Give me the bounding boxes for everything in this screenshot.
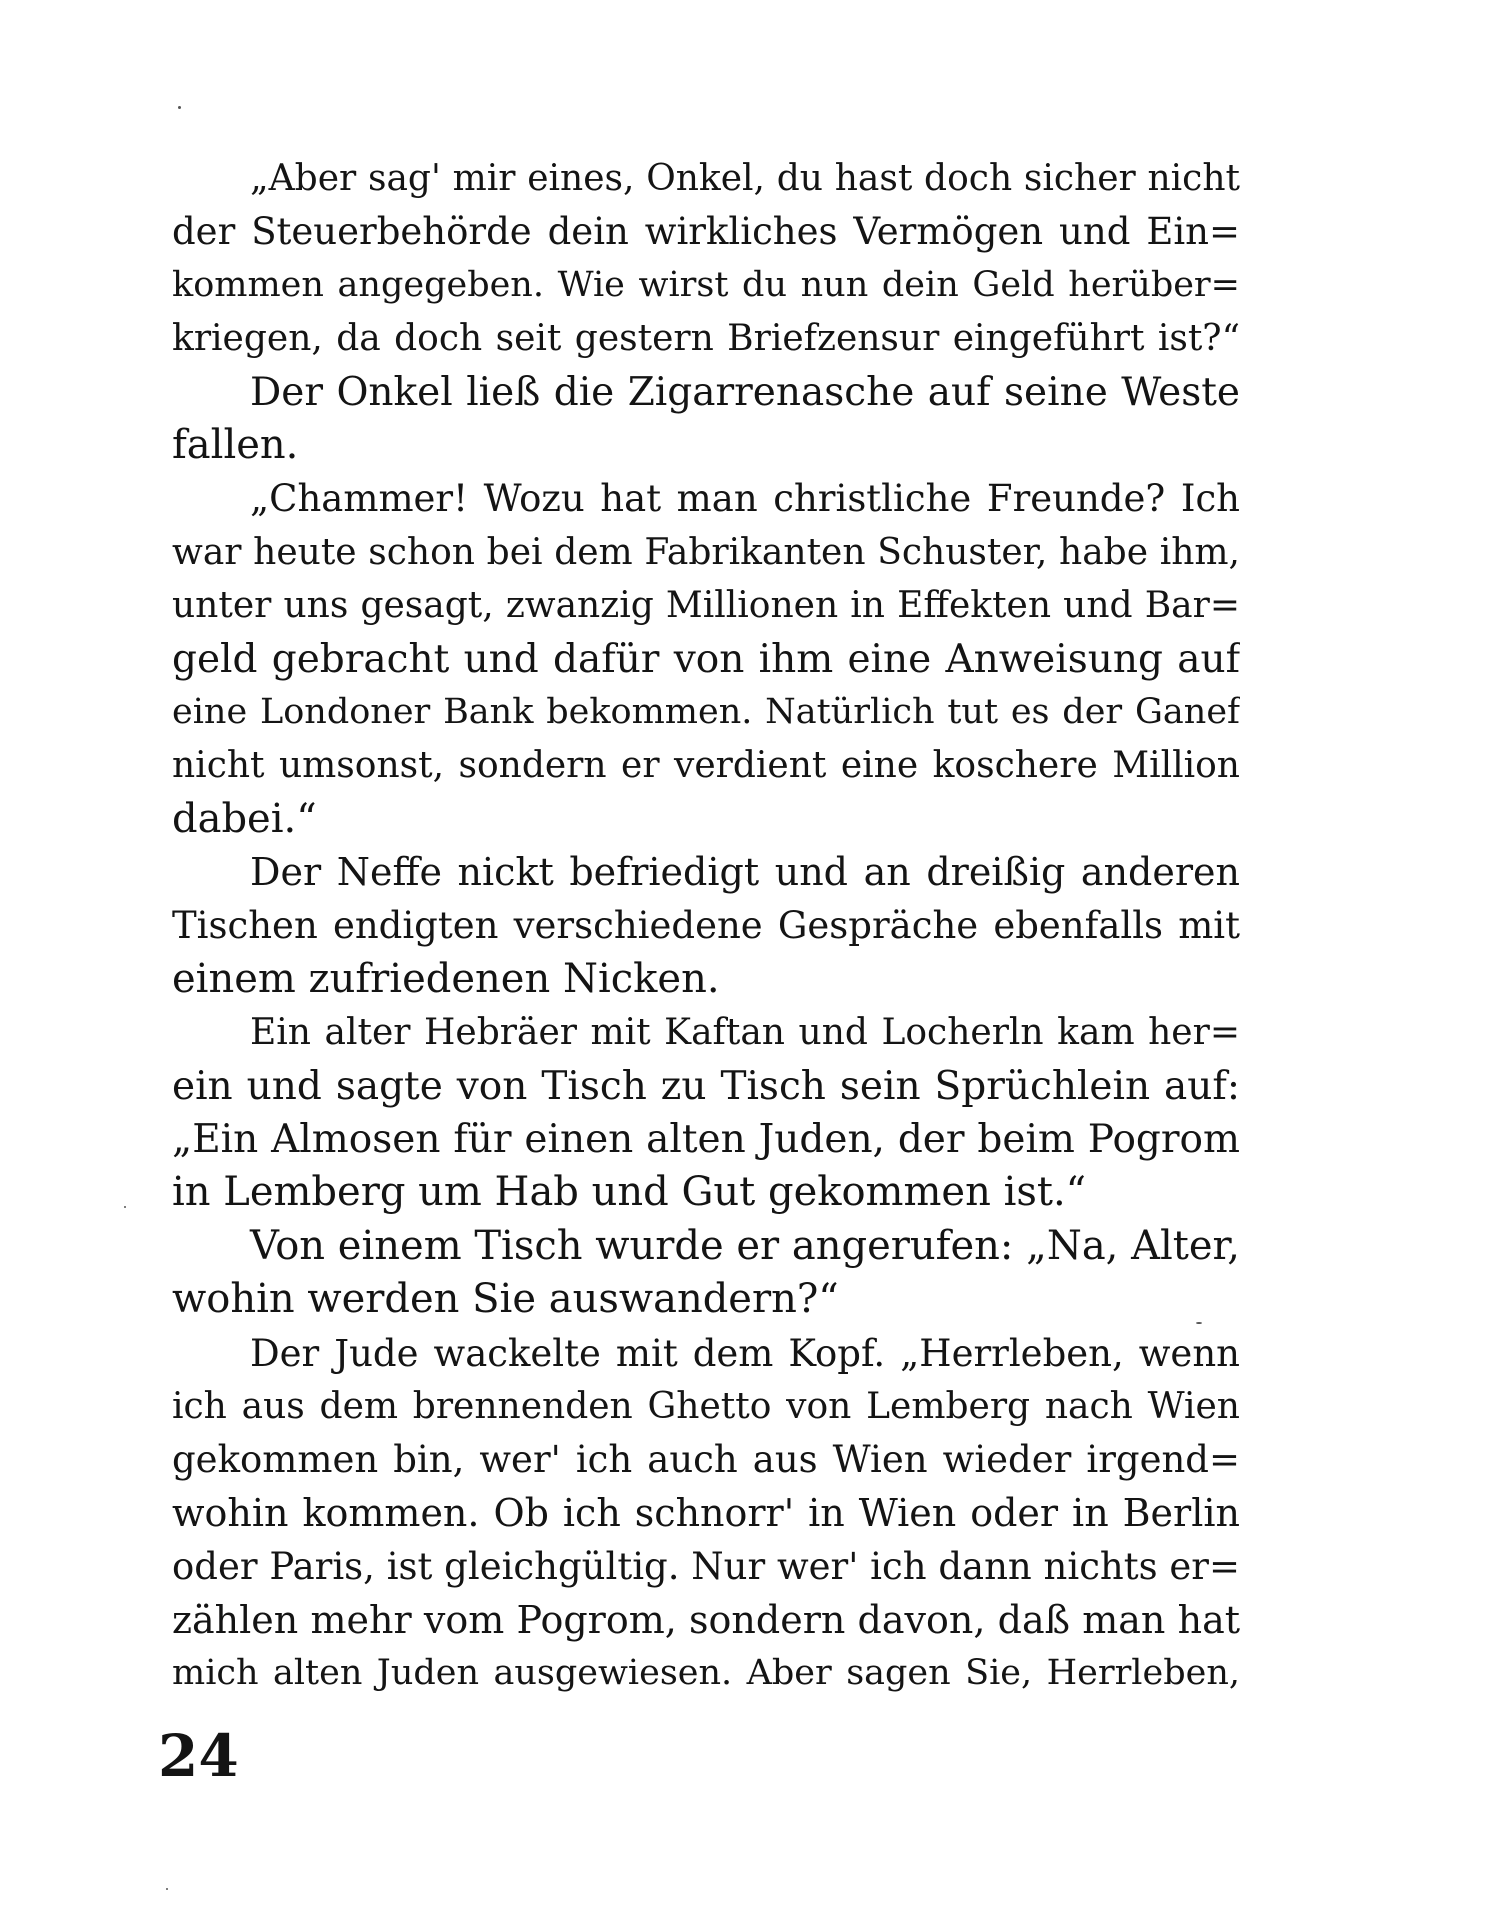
text-line: gekommen bin, wer' ich auch aus Wien wieder irgend= — [172, 1438, 1240, 1482]
text-line: mich alten Juden ausgewiesen. Aber sagen Sie, Herrleben, — [172, 1652, 1240, 1693]
text-line: kriegen, da doch seit gestern Briefzensur eingeführt ist?“ — [172, 318, 1240, 360]
text-line: dabei.“ — [172, 795, 317, 842]
text-line: wohin werden Sie auswandern?“ — [172, 1276, 839, 1323]
text-line: nicht umsonst, sondern er verdient eine koschere Million — [172, 745, 1240, 787]
page-number: 24 — [158, 1722, 239, 1790]
scan-speck — [166, 1888, 168, 1890]
text-line: unter uns gesagt, zwanzig Millionen in Effekten und Bar= — [172, 585, 1240, 627]
text-line: „Ein Almosen für einen alten Juden, der beim Pogrom — [172, 1117, 1240, 1163]
text-line: war heute schon bei dem Fabrikanten Schuster, habe ihm, — [172, 531, 1240, 573]
text-line: oder Paris, ist gleichgültig. Nur wer' ich dann nichts er= — [172, 1545, 1240, 1589]
text-line: einem zufriedenen Nicken. — [172, 955, 720, 1002]
text-line: der Steuerbehörde dein wirkliches Vermögen und Ein= — [172, 210, 1240, 254]
text-line: Ein alter Hebräer mit Kaftan und Locherln kam her= — [250, 1012, 1240, 1054]
text-line: in Lemberg um Hab und Gut gekommen ist.“ — [172, 1169, 1087, 1216]
text-line: geld gebracht und dafür von ihm eine Anweisung auf — [172, 636, 1240, 682]
text-line: fallen. — [172, 421, 299, 468]
text-line: Der Jude wackelte mit dem Kopf. „Herrleben, wenn — [250, 1331, 1240, 1375]
scan-speck — [178, 106, 181, 109]
text-line: Tischen endigten verschiedene Gespräche ebenfalls mit — [172, 904, 1240, 948]
scan-speck — [1196, 1322, 1202, 1324]
text-line: kommen angegeben. Wie wirst du nun dein Geld herüber= — [172, 264, 1240, 305]
text-line: eine Londoner Bank bekommen. Natürlich tut es der Ganef — [172, 691, 1240, 732]
text-line: Der Onkel ließ die Zigarrenasche auf seine Weste — [250, 369, 1240, 415]
text-line: „Chammer! Wozu hat man christliche Freunde? Ich — [250, 477, 1240, 521]
text-line: zählen mehr vom Pogrom, sondern davon, daß man hat — [172, 1597, 1240, 1642]
body-text — [172, 152, 1240, 1700]
text-line: „Aber sag' mir eines, Onkel, du hast doch sicher nicht — [250, 158, 1240, 199]
text-line: Der Neffe nickt befriedigt und an dreißig anderen — [250, 850, 1240, 895]
text-line: wohin kommen. Ob ich schnorr' in Wien oder in Berlin — [172, 1490, 1240, 1535]
text-line: ich aus dem brennenden Ghetto von Lemberg nach Wien — [172, 1385, 1240, 1427]
text-line: Von einem Tisch wurde er angerufen: „Na, Alter, — [250, 1222, 1240, 1269]
scan-speck — [124, 1206, 126, 1208]
text-line: ein und sagte von Tisch zu Tisch sein Sprüchlein auf: — [172, 1063, 1240, 1109]
